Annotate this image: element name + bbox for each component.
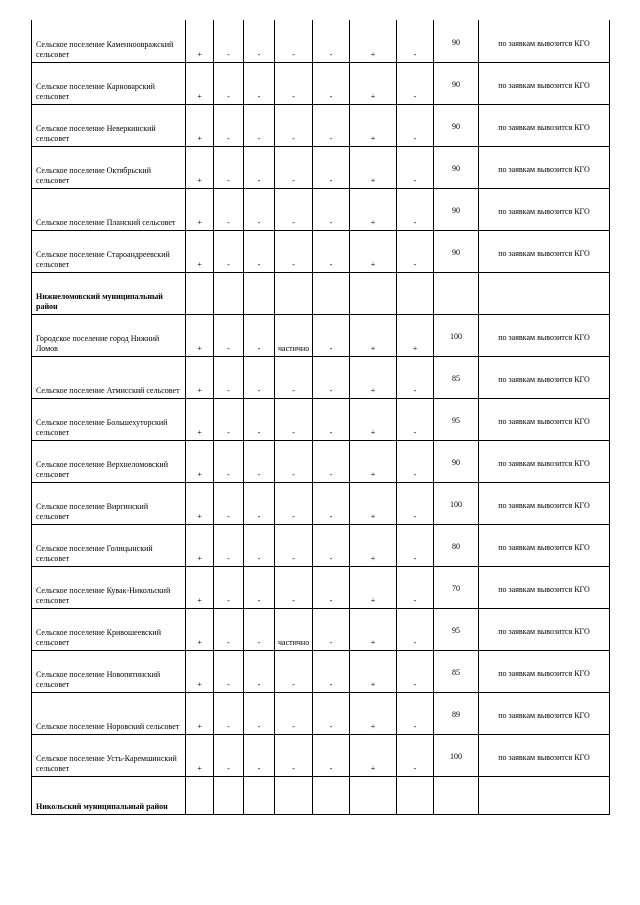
note-cell: по заявкам вывозится КГО <box>479 608 610 650</box>
settlement-name-cell: Городское поселение город Нижний Ломов <box>32 314 186 356</box>
value-cell: + <box>350 398 397 440</box>
value-cell: + <box>350 566 397 608</box>
value-cell <box>186 776 214 814</box>
settlement-name-cell: Сельское поселение Планский сельсовет <box>32 188 186 230</box>
settlement-name-cell: Сельское поселение Виргинский сельсовет <box>32 482 186 524</box>
value-cell: - <box>214 440 244 482</box>
value-cell: - <box>313 524 350 566</box>
value-cell: - <box>214 734 244 776</box>
value-cell: - <box>214 482 244 524</box>
value-cell: - <box>275 62 313 104</box>
value-cell: - <box>244 692 275 734</box>
value-cell: - <box>214 356 244 398</box>
settlement-name-cell: Сельское поселение Большехуторский сельсовет <box>32 398 186 440</box>
settlement-name-cell: Сельское поселение Октябрьский сельсовет <box>32 146 186 188</box>
value-cell: - <box>275 188 313 230</box>
value-cell: - <box>275 692 313 734</box>
value-cell: - <box>275 230 313 272</box>
settlement-name-cell: Сельское поселение Голицынский сельсовет <box>32 524 186 566</box>
value-cell <box>313 272 350 314</box>
value-cell: + <box>186 566 214 608</box>
value-cell: - <box>275 650 313 692</box>
percent-cell: 80 <box>434 524 479 566</box>
value-cell: - <box>275 20 313 62</box>
value-cell <box>350 776 397 814</box>
value-cell: - <box>313 314 350 356</box>
value-cell: частично <box>275 314 313 356</box>
value-cell: - <box>244 440 275 482</box>
value-cell <box>214 272 244 314</box>
value-cell: - <box>214 608 244 650</box>
percent-cell: 95 <box>434 608 479 650</box>
table-row <box>32 188 610 230</box>
value-cell: - <box>244 62 275 104</box>
value-cell: + <box>350 188 397 230</box>
value-cell: - <box>397 482 434 524</box>
note-cell: по заявкам вывозится КГО <box>479 650 610 692</box>
value-cell: - <box>244 20 275 62</box>
value-cell: - <box>244 398 275 440</box>
value-cell: - <box>397 398 434 440</box>
table-row <box>32 230 610 272</box>
value-cell: - <box>397 146 434 188</box>
value-cell: + <box>186 104 214 146</box>
percent-cell: 89 <box>434 692 479 734</box>
settlement-name-cell: Сельское поселение Атмисский сельсовет <box>32 356 186 398</box>
value-cell: - <box>313 608 350 650</box>
value-cell: + <box>350 650 397 692</box>
region-name-cell: Нижнеломовский муниципальный район <box>32 272 186 314</box>
percent-cell: 100 <box>434 482 479 524</box>
table-row <box>32 524 610 566</box>
value-cell <box>214 776 244 814</box>
note-cell <box>479 776 610 814</box>
value-cell: - <box>214 188 244 230</box>
note-cell <box>479 272 610 314</box>
table-row <box>32 20 610 62</box>
value-cell: + <box>350 440 397 482</box>
value-cell: - <box>275 524 313 566</box>
percent-cell: 85 <box>434 356 479 398</box>
value-cell <box>397 272 434 314</box>
value-cell: + <box>186 62 214 104</box>
note-cell: по заявкам вывозится КГО <box>479 20 610 62</box>
percent-cell: 90 <box>434 230 479 272</box>
value-cell: - <box>214 566 244 608</box>
value-cell: - <box>214 146 244 188</box>
note-cell: по заявкам вывозится КГО <box>479 734 610 776</box>
value-cell <box>186 272 214 314</box>
value-cell: - <box>397 566 434 608</box>
value-cell: - <box>397 356 434 398</box>
value-cell <box>275 776 313 814</box>
settlement-name-cell: Сельское поселение Неверкинский сельсовет <box>32 104 186 146</box>
value-cell: + <box>186 356 214 398</box>
value-cell: - <box>214 692 244 734</box>
value-cell: + <box>350 104 397 146</box>
table-row <box>32 356 610 398</box>
value-cell: - <box>313 62 350 104</box>
value-cell: + <box>350 314 397 356</box>
value-cell: - <box>275 566 313 608</box>
value-cell: - <box>397 440 434 482</box>
value-cell: + <box>350 62 397 104</box>
table-row <box>32 734 610 776</box>
value-cell: - <box>214 104 244 146</box>
value-cell: - <box>244 356 275 398</box>
percent-cell: 90 <box>434 440 479 482</box>
value-cell: - <box>214 62 244 104</box>
settlement-name-cell: Сельское поселение Усть-Каремшинский сельсовет <box>32 734 186 776</box>
percent-cell <box>434 272 479 314</box>
value-cell: - <box>313 566 350 608</box>
value-cell: - <box>244 314 275 356</box>
document-page <box>31 20 609 815</box>
region-header-row <box>32 776 610 814</box>
value-cell: + <box>186 230 214 272</box>
value-cell: + <box>350 356 397 398</box>
value-cell: - <box>397 650 434 692</box>
note-cell: по заявкам вывозится КГО <box>479 566 610 608</box>
value-cell: + <box>350 482 397 524</box>
percent-cell: 90 <box>434 62 479 104</box>
value-cell: - <box>275 146 313 188</box>
value-cell: - <box>397 230 434 272</box>
value-cell: - <box>397 734 434 776</box>
table-row <box>32 62 610 104</box>
value-cell: - <box>214 230 244 272</box>
settlement-name-cell: Сельское поселение Верхнеломовский сельсовет <box>32 440 186 482</box>
value-cell: + <box>186 146 214 188</box>
value-cell: + <box>186 482 214 524</box>
value-cell: - <box>244 650 275 692</box>
note-cell: по заявкам вывозится КГО <box>479 188 610 230</box>
percent-cell: 90 <box>434 20 479 62</box>
value-cell: + <box>186 524 214 566</box>
value-cell: - <box>244 104 275 146</box>
value-cell: + <box>186 20 214 62</box>
settlements-table <box>31 20 610 815</box>
value-cell: + <box>350 146 397 188</box>
note-cell: по заявкам вывозится КГО <box>479 146 610 188</box>
percent-cell: 90 <box>434 146 479 188</box>
value-cell: - <box>214 20 244 62</box>
region-header-row <box>32 272 610 314</box>
value-cell: + <box>350 734 397 776</box>
value-cell: + <box>186 188 214 230</box>
value-cell: - <box>313 650 350 692</box>
note-cell: по заявкам вывозится КГО <box>479 230 610 272</box>
value-cell: + <box>350 524 397 566</box>
value-cell: - <box>244 524 275 566</box>
value-cell: - <box>275 440 313 482</box>
settlement-name-cell: Сельское поселение Каменноовражский сельсовет <box>32 20 186 62</box>
settlement-name-cell: Сельское поселение Кувак-Никольский сельсовет <box>32 566 186 608</box>
value-cell: - <box>214 398 244 440</box>
value-cell: + <box>186 398 214 440</box>
value-cell: - <box>244 608 275 650</box>
table-row <box>32 692 610 734</box>
value-cell: - <box>397 692 434 734</box>
value-cell <box>350 272 397 314</box>
value-cell: + <box>186 440 214 482</box>
value-cell: - <box>313 734 350 776</box>
table-row <box>32 650 610 692</box>
percent-cell: 100 <box>434 734 479 776</box>
table-row <box>32 104 610 146</box>
value-cell: + <box>186 608 214 650</box>
note-cell: по заявкам вывозится КГО <box>479 692 610 734</box>
value-cell: - <box>275 398 313 440</box>
note-cell: по заявкам вывозится КГО <box>479 356 610 398</box>
value-cell: - <box>313 482 350 524</box>
value-cell: + <box>186 692 214 734</box>
region-name-cell: Никольский муниципальный район <box>32 776 186 814</box>
table-row <box>32 146 610 188</box>
value-cell <box>313 776 350 814</box>
value-cell: - <box>397 20 434 62</box>
value-cell: - <box>244 482 275 524</box>
value-cell: + <box>350 20 397 62</box>
value-cell: - <box>313 692 350 734</box>
settlement-name-cell: Сельское поселение Карноварский сельсовет <box>32 62 186 104</box>
table-row <box>32 440 610 482</box>
value-cell <box>275 272 313 314</box>
table-row <box>32 566 610 608</box>
note-cell: по заявкам вывозится КГО <box>479 62 610 104</box>
percent-cell: 100 <box>434 314 479 356</box>
table-row <box>32 314 610 356</box>
percent-cell: 90 <box>434 188 479 230</box>
table-row <box>32 398 610 440</box>
value-cell: - <box>214 650 244 692</box>
value-cell: - <box>313 440 350 482</box>
value-cell: + <box>186 650 214 692</box>
value-cell: - <box>214 524 244 566</box>
value-cell: - <box>244 146 275 188</box>
settlement-name-cell: Сельское поселение Кривошеевский сельсовет <box>32 608 186 650</box>
settlement-name-cell: Сельское поселение Староандреевский сельсовет <box>32 230 186 272</box>
value-cell: - <box>397 524 434 566</box>
value-cell: - <box>313 188 350 230</box>
percent-cell: 95 <box>434 398 479 440</box>
value-cell <box>397 776 434 814</box>
value-cell <box>244 272 275 314</box>
value-cell: - <box>397 104 434 146</box>
value-cell: - <box>244 230 275 272</box>
value-cell: - <box>313 104 350 146</box>
value-cell: - <box>313 398 350 440</box>
value-cell: - <box>397 608 434 650</box>
table-row <box>32 482 610 524</box>
percent-cell <box>434 776 479 814</box>
settlement-name-cell: Сельское поселение Новопятинский сельсовет <box>32 650 186 692</box>
value-cell: + <box>186 314 214 356</box>
percent-cell: 85 <box>434 650 479 692</box>
note-cell: по заявкам вывозится КГО <box>479 314 610 356</box>
note-cell: по заявкам вывозится КГО <box>479 440 610 482</box>
value-cell: - <box>275 104 313 146</box>
value-cell: - <box>244 188 275 230</box>
value-cell: - <box>275 356 313 398</box>
note-cell: по заявкам вывозится КГО <box>479 482 610 524</box>
value-cell: - <box>275 734 313 776</box>
value-cell: + <box>350 608 397 650</box>
value-cell: + <box>397 314 434 356</box>
value-cell: - <box>244 734 275 776</box>
note-cell: по заявкам вывозится КГО <box>479 398 610 440</box>
value-cell: - <box>397 62 434 104</box>
value-cell: - <box>214 314 244 356</box>
value-cell: - <box>397 188 434 230</box>
value-cell: - <box>313 20 350 62</box>
value-cell: - <box>313 356 350 398</box>
note-cell: по заявкам вывозится КГО <box>479 524 610 566</box>
value-cell: + <box>350 692 397 734</box>
value-cell: - <box>244 566 275 608</box>
settlement-name-cell: Сельское поселение Норовский сельсовет <box>32 692 186 734</box>
value-cell: + <box>350 230 397 272</box>
value-cell: - <box>313 146 350 188</box>
value-cell: - <box>275 482 313 524</box>
value-cell <box>244 776 275 814</box>
value-cell: - <box>313 230 350 272</box>
value-cell: + <box>186 734 214 776</box>
percent-cell: 70 <box>434 566 479 608</box>
value-cell: частично <box>275 608 313 650</box>
note-cell: по заявкам вывозится КГО <box>479 104 610 146</box>
table-row <box>32 608 610 650</box>
percent-cell: 90 <box>434 104 479 146</box>
